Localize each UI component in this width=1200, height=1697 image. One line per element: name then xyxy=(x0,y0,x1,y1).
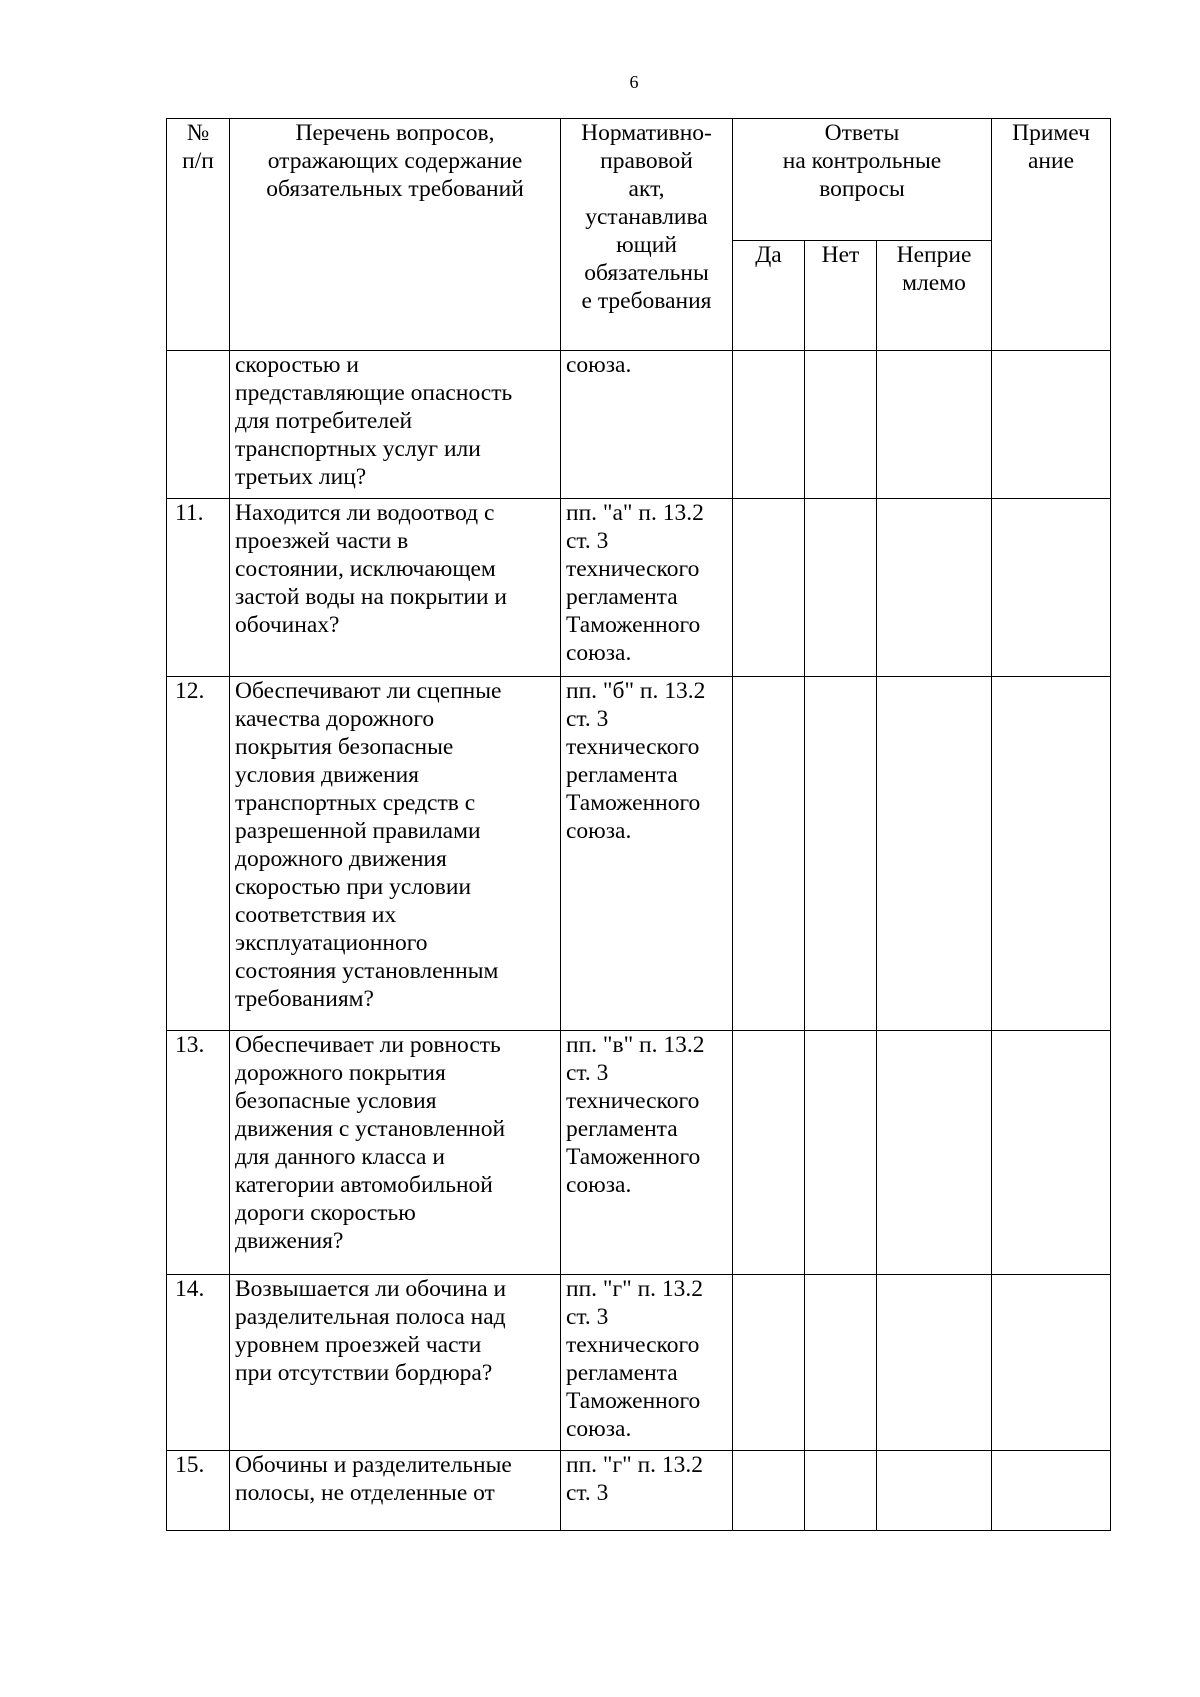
text-line: регламента xyxy=(566,1116,678,1142)
answer-no-cell[interactable] xyxy=(805,677,877,1031)
text-line: проезжей части в xyxy=(235,528,409,554)
text-line: требованиям? xyxy=(235,986,374,1012)
row-number: 12. xyxy=(167,677,230,1031)
text-line: представляющие опасность xyxy=(235,380,513,406)
text-line: отражающих содержание xyxy=(267,148,523,174)
note-cell[interactable] xyxy=(992,1275,1111,1451)
text-line: дорожного покрытия xyxy=(235,1060,446,1086)
text-line: третьих лиц? xyxy=(235,464,367,490)
header-num xyxy=(167,119,230,351)
text-line: технического xyxy=(566,556,700,582)
row-number: 15. xyxy=(167,1451,230,1531)
header-na xyxy=(877,241,992,351)
note-cell[interactable] xyxy=(992,677,1111,1031)
text-line: Обеспечивают ли сцепные xyxy=(235,678,502,704)
checklist-table xyxy=(166,118,1111,1531)
text-line: регламента xyxy=(566,584,678,610)
text-line: пп. "г" п. 13.2 xyxy=(566,1276,704,1302)
note-cell[interactable] xyxy=(992,1031,1111,1275)
text-line: Таможенного xyxy=(566,1144,701,1170)
text-line: регламента xyxy=(566,762,678,788)
text-line: ст. 3 xyxy=(566,1304,609,1330)
text-line: движения с установленной xyxy=(235,1116,506,1142)
text-line: категории автомобильной xyxy=(235,1172,493,1198)
text-line: качества дорожного xyxy=(235,706,435,732)
header-answers xyxy=(733,119,992,241)
text-line: застой воды на покрытии и xyxy=(235,584,507,610)
table-row xyxy=(167,499,1111,677)
text-line: технического xyxy=(566,1332,700,1358)
text-line: покрытия безопасные xyxy=(235,734,454,760)
question-cell xyxy=(230,499,561,677)
text-line: скоростью при условии xyxy=(235,874,472,900)
note-cell[interactable] xyxy=(992,351,1111,499)
text-line: ст. 3 xyxy=(566,1060,609,1086)
text-line: регламента xyxy=(566,1360,678,1386)
act-cell xyxy=(561,677,733,1031)
text-line: Обочины и разделительные xyxy=(235,1452,512,1478)
row-number xyxy=(167,351,230,499)
text-line: состояния установленным xyxy=(235,958,499,984)
answer-yes-cell[interactable] xyxy=(733,1031,805,1275)
table-row xyxy=(167,1031,1111,1275)
text-line: для потребителей xyxy=(235,408,413,434)
text-line: пп. "б" п. 13.2 xyxy=(566,678,706,704)
text-line: союза. xyxy=(566,1172,632,1198)
text-line: ст. 3 xyxy=(566,706,609,732)
text-line: № xyxy=(186,120,210,146)
text-line: на контрольные xyxy=(782,148,942,174)
answer-yes-cell[interactable] xyxy=(733,499,805,677)
text-line: млемо xyxy=(902,270,966,296)
answer-yes-cell[interactable] xyxy=(733,677,805,1031)
text-line: скоростью и xyxy=(235,352,359,378)
text-line: вопросы xyxy=(819,176,905,202)
text-line: технического xyxy=(566,734,700,760)
table-row xyxy=(167,351,1111,499)
text-line: разделительная полоса над xyxy=(235,1304,506,1330)
header-act xyxy=(561,119,733,351)
act-cell xyxy=(561,1031,733,1275)
text-line: Перечень вопросов, xyxy=(295,120,495,146)
text-line: состоянии, исключающем xyxy=(235,556,496,582)
text-line: союза. xyxy=(566,818,632,844)
header-questions xyxy=(230,119,561,351)
text-line: ст. 3 xyxy=(566,528,609,554)
answer-na-cell[interactable] xyxy=(877,677,992,1031)
text-line: соответствия их xyxy=(235,902,397,928)
text-line: дороги скоростью xyxy=(235,1200,416,1226)
text-line: ст. 3 xyxy=(566,1480,609,1506)
answer-na-cell[interactable] xyxy=(877,351,992,499)
text-line: союза. xyxy=(566,352,632,378)
note-cell[interactable] xyxy=(992,499,1111,677)
text-line: Примеч xyxy=(1012,120,1090,146)
answer-no-cell[interactable] xyxy=(805,351,877,499)
text-line: е требования xyxy=(581,288,712,314)
table-row xyxy=(167,1275,1111,1451)
text-line: Ответы xyxy=(824,120,900,146)
text-line: транспортных средств с xyxy=(235,790,476,816)
row-number: 11. xyxy=(167,499,230,677)
answer-na-cell[interactable] xyxy=(877,1031,992,1275)
answer-yes-cell[interactable] xyxy=(733,1451,805,1531)
row-number: 13. xyxy=(167,1031,230,1275)
answer-no-cell[interactable] xyxy=(805,499,877,677)
answer-yes-cell[interactable] xyxy=(733,1275,805,1451)
text-line: Таможенного xyxy=(566,612,701,638)
text-line: движения? xyxy=(235,1228,344,1254)
text-line: союза. xyxy=(566,640,632,666)
text-line: обязательны xyxy=(584,260,709,286)
answer-no-cell[interactable] xyxy=(805,1451,877,1531)
act-cell xyxy=(561,1451,733,1531)
text-line: полосы, не отделенные от xyxy=(235,1480,495,1506)
header-no: Нет xyxy=(805,241,877,351)
text-line: пп. "а" п. 13.2 xyxy=(566,500,704,526)
text-line: дорожного движения xyxy=(235,846,447,872)
text-line: технического xyxy=(566,1088,700,1114)
text-line: транспортных услуг или xyxy=(235,436,481,462)
question-cell xyxy=(230,1451,561,1531)
text-line: разрешенной правилами xyxy=(235,818,481,844)
text-line: Обеспечивает ли ровность xyxy=(235,1032,501,1058)
text-line: ющий xyxy=(616,232,677,258)
answer-na-cell[interactable] xyxy=(877,499,992,677)
text-line: Возвышается ли обочина и xyxy=(235,1276,507,1302)
question-cell xyxy=(230,1031,561,1275)
answer-na-cell[interactable] xyxy=(877,1275,992,1451)
question-cell xyxy=(230,677,561,1031)
text-line: для данного класса и xyxy=(235,1144,445,1170)
answer-no-cell[interactable] xyxy=(805,1031,877,1275)
question-cell xyxy=(230,1275,561,1451)
act-cell xyxy=(561,351,733,499)
text-line: обязательных требований xyxy=(266,176,524,202)
text-line: Таможенного xyxy=(566,1388,701,1414)
text-line: Нормативно- xyxy=(581,120,712,146)
text-line: условия движения xyxy=(235,762,419,788)
page-number: 6 xyxy=(629,72,639,92)
header-yes: Да xyxy=(733,241,805,351)
text-line: союза. xyxy=(566,1416,632,1442)
text-line: Неприе xyxy=(896,242,972,268)
text-line: ание xyxy=(1028,148,1075,174)
answer-na-cell[interactable] xyxy=(877,1451,992,1531)
row-number: 14. xyxy=(167,1275,230,1451)
text-line: Находится ли водоотвод с xyxy=(235,500,495,526)
text-line: акт, xyxy=(628,176,665,202)
header-note xyxy=(992,119,1111,351)
question-cell xyxy=(230,351,561,499)
text-line: обочинах? xyxy=(235,612,340,638)
text-line: п/п xyxy=(182,148,214,174)
text-line: безопасные условия xyxy=(235,1088,437,1114)
act-cell xyxy=(561,499,733,677)
text-line: уровнем проезжей части xyxy=(235,1332,482,1358)
text-line: правовой xyxy=(600,148,693,174)
act-cell xyxy=(561,1275,733,1451)
text-line: пп. "г" п. 13.2 xyxy=(566,1452,704,1478)
text-line: при отсутствии бордюра? xyxy=(235,1360,493,1386)
table-row xyxy=(167,1451,1111,1531)
answer-no-cell[interactable] xyxy=(805,1275,877,1451)
text-line: эксплуатационного xyxy=(235,930,428,956)
text-line: устанавлива xyxy=(585,204,708,230)
text-line: Таможенного xyxy=(566,790,701,816)
note-cell[interactable] xyxy=(992,1451,1111,1531)
table-row xyxy=(167,677,1111,1031)
answer-yes-cell[interactable] xyxy=(733,351,805,499)
text-line: пп. "в" п. 13.2 xyxy=(566,1032,705,1058)
